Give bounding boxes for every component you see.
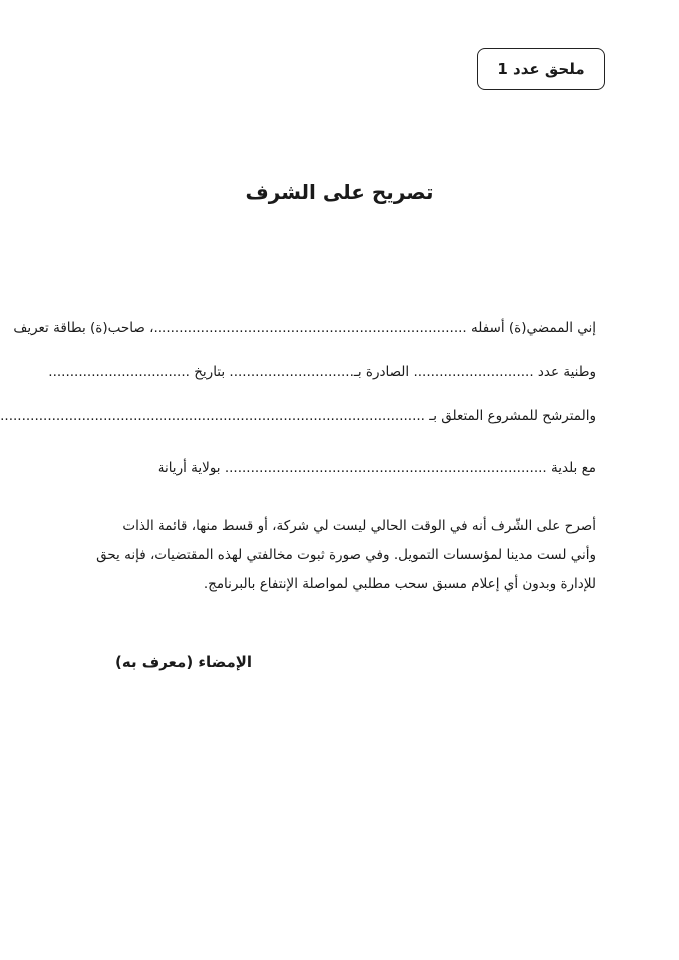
declaration-line-3: للإدارة وبدون أي إعلام مسبق سحب مطلبي لمواصلة الإنتفاع بالبرنامج. xyxy=(203,576,596,592)
declaration-paragraph xyxy=(80,512,596,599)
project-line: والمترشح للمشروع المتعلق بـ ................................................................................................... xyxy=(0,408,596,424)
declaration-line-2: وأني لست مدينا لمؤسسات التمويل. وفي صورة ثبوت مخالفتي لهذه المقتضيات، فإنه يحق xyxy=(96,547,596,563)
municipality-line: مع بلدية ........................................................................... بولاية أريانة xyxy=(157,460,596,476)
id-card-line: وطنية عدد ............................ الصادرة بـ............................. بتاريخ ................................. xyxy=(48,364,596,380)
declaration-line-1: أصرح على الشّرف أنه في الوقت الحالي ليست لي شركة، أو قسط منها، قائمة الذات xyxy=(122,518,596,534)
signature-label: الإمضاء (معرف به) xyxy=(115,653,253,671)
page-title: تصريح على الشرف xyxy=(245,180,434,204)
annex-label: ملحق عدد 1 xyxy=(497,60,585,78)
declarant-name-line: إني الممضي(ة) أسفله .........................................................................، صاحب(ة) بطاقة تعريف xyxy=(13,320,596,336)
annex-label-box xyxy=(477,48,605,90)
